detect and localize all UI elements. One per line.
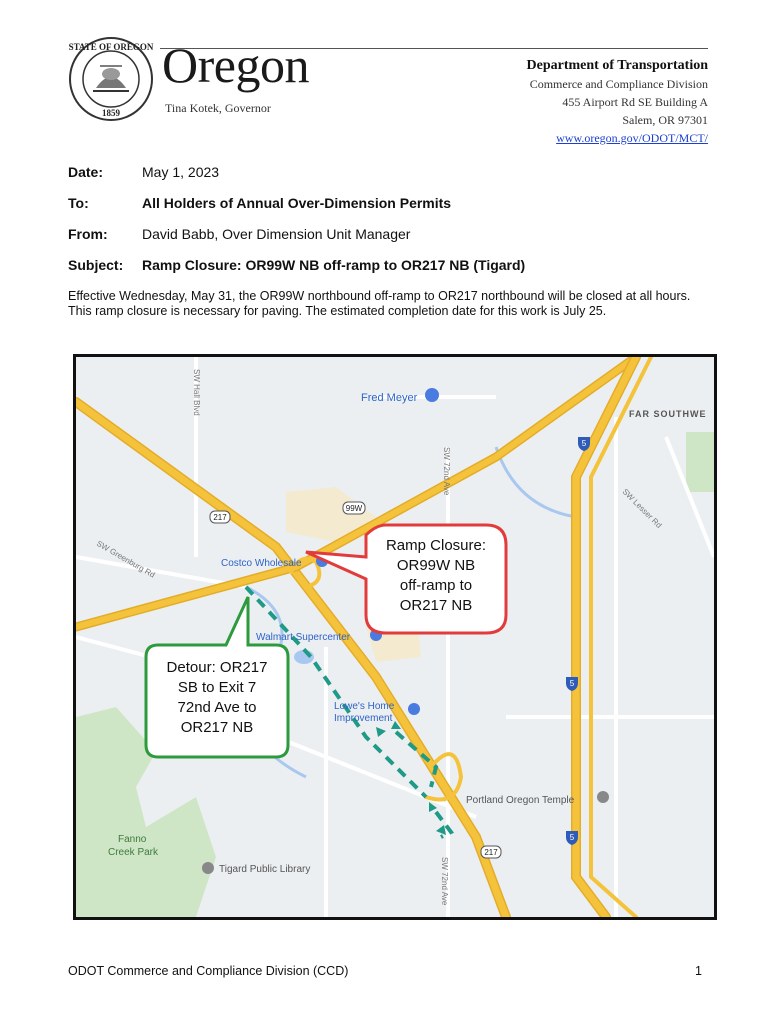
division-name: Commerce and Compliance Division	[529, 77, 708, 91]
sw-72nd-top-label: SW 72nd Ave	[442, 447, 451, 496]
date-value: May 1, 2023	[142, 164, 220, 180]
detour-line-4: OR217 NB	[180, 719, 254, 736]
oregon-logo-word: Oregon	[162, 37, 309, 93]
library-label: Tigard Public Library	[219, 864, 311, 875]
shield-99w-label: 99W	[345, 504, 363, 513]
closure-line-1: Ramp Closure:	[385, 537, 487, 554]
department-url-link[interactable]: www.oregon.gov/ODOT/MCT/	[556, 131, 708, 145]
sw-lesser-label: SW Lesser Rd	[620, 487, 664, 530]
oregon-state-seal	[68, 36, 154, 122]
fanno-creek-label-line2: Creek Park	[108, 847, 159, 858]
subject-label: Subject:	[68, 257, 124, 273]
detour-line-1: Detour: OR217	[166, 659, 268, 676]
from-label: From:	[68, 226, 108, 242]
shield-5-b-label: 5	[569, 679, 575, 688]
library-pin-icon	[202, 862, 214, 874]
date-label: Date:	[68, 164, 104, 180]
seal-text-top: STATE OF OREGON	[68, 42, 154, 52]
page-number: 1	[695, 964, 702, 978]
fred-meyer-pin-icon	[425, 388, 439, 402]
to-label: To:	[68, 195, 89, 211]
lowes-pin-icon	[408, 703, 420, 715]
walmart-label: Walmart Supercenter	[256, 632, 351, 643]
shield-217-a-label: 217	[213, 513, 227, 522]
detour-map	[73, 354, 717, 920]
department-name: Department of Transportation	[526, 58, 708, 73]
subject-value: Ramp Closure: OR99W NB off-ramp to OR217 NB (Tigard)	[142, 257, 526, 273]
fred-meyer-label: Fred Meyer	[361, 392, 418, 404]
sw-hall-blvd-label: SW Hall Blvd	[192, 369, 201, 416]
governor-name: Tina Kotek, Governor	[165, 101, 271, 115]
park-area-east	[686, 432, 714, 492]
closure-line-3: off-ramp to	[399, 577, 473, 594]
detour-line-2: SB to Exit 7	[177, 679, 257, 696]
sw-72nd-bottom-label: SW 72nd Ave	[440, 857, 449, 906]
lowes-label-line2: Improvement	[334, 713, 393, 724]
temple-label: Portland Oregon Temple	[466, 795, 575, 806]
shield-5-a-label: 5	[581, 439, 587, 448]
shield-5-c-label: 5	[569, 833, 575, 842]
address-line-1: 455 Airport Rd SE Building A	[562, 95, 708, 109]
temple-pin-icon	[597, 791, 609, 803]
seal-year: 1859	[102, 108, 120, 118]
sw-greenburg-label: SW Greenburg Rd	[95, 538, 157, 580]
shield-217-b-label: 217	[484, 848, 498, 857]
memo-body-paragraph: Effective Wednesday, May 31, the OR99W northbound off-ramp to OR217 northbound will be closed at all hours. This ramp closure is necessary for paving. The estimated completion date for this work is July 25.	[68, 289, 691, 318]
closure-line-4: OR217 NB	[399, 597, 473, 614]
from-value: David Babb, Over Dimension Unit Manager	[142, 226, 411, 242]
department-address-block	[527, 56, 708, 147]
far-southwest-label: FAR SOUTHWE	[629, 409, 707, 419]
costco-label: Costco Wholesale	[221, 558, 302, 569]
fanno-creek-label-line1: Fanno	[118, 834, 147, 845]
lowes-label-line1: Lowe's Home	[334, 701, 395, 712]
to-value: All Holders of Annual Over-Dimension Permits	[142, 195, 452, 211]
footer-division: ODOT Commerce and Compliance Division (CCD)	[68, 964, 349, 978]
detour-line-3: 72nd Ave to	[177, 699, 257, 716]
closure-line-2: OR99W NB	[396, 557, 476, 574]
address-line-2: Salem, OR 97301	[622, 113, 708, 127]
